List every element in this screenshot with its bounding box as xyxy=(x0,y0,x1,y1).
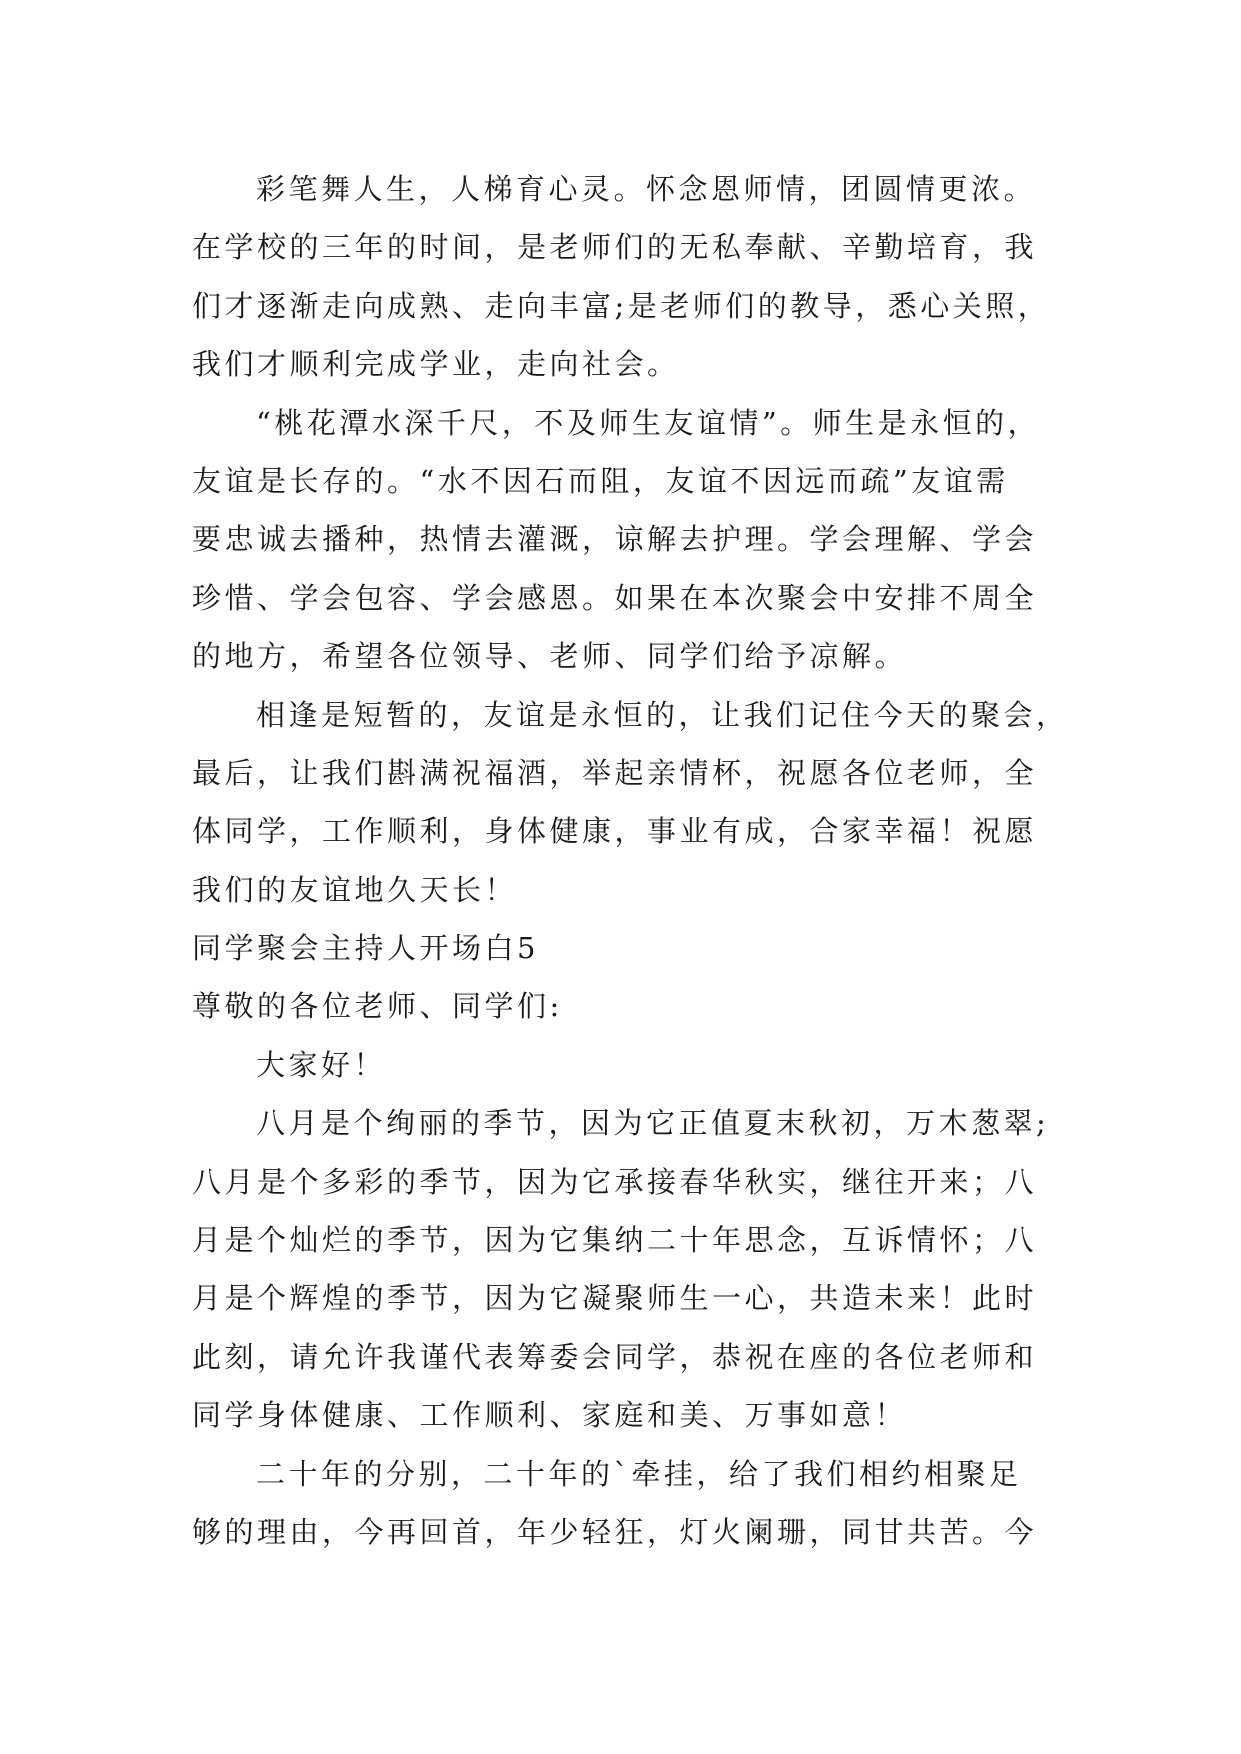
paragraph-line: 相逢是短暂的，友谊是永恒的，让我们记住今天的聚会， xyxy=(256,697,1069,732)
paragraph-line: 们才逐渐走向成熟、走向丰富;是老师们的教导，悉心关照， xyxy=(192,288,1051,323)
document-body xyxy=(192,160,1072,1561)
paragraph-line: 八月是个多彩的季节，因为它承接春华秋实，继往开来；八 xyxy=(192,1164,1038,1199)
paragraph-line: 月是个灿烂的季节，因为它集纳二十年思念，互诉情怀；八 xyxy=(192,1223,1038,1258)
paragraph-line: 的地方，希望各位领导、老师、同学们给予凉解。 xyxy=(192,639,908,674)
paragraph-line: 此刻，请允许我谨代表筹委会同学，恭祝在座的各位老师和 xyxy=(192,1339,1038,1374)
paragraph-line: 珍惜、学会包容、学会感恩。如果在本次聚会中安排不周全 xyxy=(192,580,1038,615)
paragraph-line: “桃花潭水深千尺，不及师生友谊情”。师生是永恒的， xyxy=(256,405,1041,440)
paragraph-line: 我们才顺利完成学业，走向社会。 xyxy=(192,347,680,382)
paragraph-line: 二十年的分别，二十年的`牵挂，给了我们相约相聚足 xyxy=(256,1456,1022,1491)
paragraph-line: 要忠诚去播种，热情去灌溉，谅解去护理。学会理解、学会 xyxy=(192,522,1038,557)
section-heading: 同学聚会主持人开场白5 xyxy=(192,931,539,966)
salutation: 尊敬的各位老师、同学们: xyxy=(192,989,563,1024)
paragraph-line: 最后，让我们斟满祝福酒，举起亲情杯，祝愿各位老师，全 xyxy=(192,755,1038,790)
paragraph-line: 月是个辉煌的季节，因为它凝聚师生一心，共造未来！此时 xyxy=(192,1281,1038,1316)
paragraph-line: 八月是个绚丽的季节，因为它正值夏末秋初，万木葱翠; xyxy=(256,1106,1050,1141)
greeting: 大家好！ xyxy=(256,1047,387,1082)
paragraph-line: 我们的友谊地久天长！ xyxy=(192,872,518,907)
paragraph-line: 体同学，工作顺利，身体健康，事业有成，合家幸福！祝愿 xyxy=(192,814,1038,849)
paragraph-line: 彩笔舞人生，人梯育心灵。怀念恩师情，团圆情更浓。 xyxy=(256,172,1037,206)
paragraph-line: 在学校的三年的时间，是老师们的无私奉献、辛勤培育，我 xyxy=(192,230,1038,265)
paragraph-line: 够的理由，今再回首，年少轻狂，灯火阑珊，同甘共苦。今 xyxy=(192,1514,1038,1549)
paragraph-line: 友谊是长存的。“水不因石而阻，友谊不因远而疏”友谊需 xyxy=(192,463,1009,498)
paragraph-line: 同学身体健康、工作顺利、家庭和美、万事如意！ xyxy=(192,1398,908,1433)
